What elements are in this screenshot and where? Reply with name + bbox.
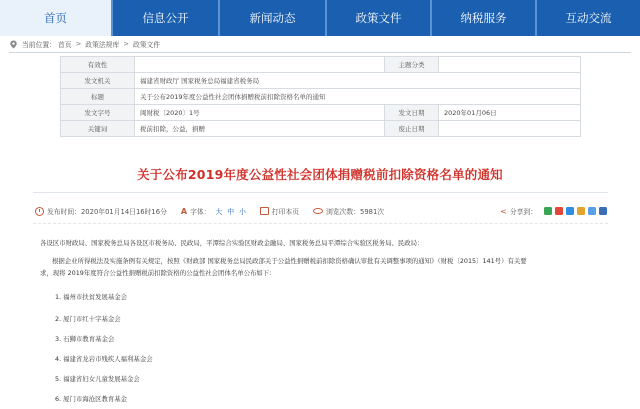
qq-share-icon[interactable] <box>588 207 596 215</box>
nav-news[interactable]: 新闻动态 <box>218 0 325 36</box>
issuer-label: 发文机关 <box>61 73 135 89</box>
breadcrumb-home[interactable]: 首页 <box>57 41 72 49</box>
list-item: 4. 福建省龙岩市残疾人福利基金会 <box>55 355 153 363</box>
breadcrumb-prefix: 当前位置： <box>22 41 56 49</box>
topic-label: 主题分类 <box>385 57 439 73</box>
issuer-value: 福建省财政厅 国家税务总局福建省税务局 <box>135 73 581 89</box>
docno-value: 闽财税〔2020〕1号 <box>135 105 385 121</box>
info-row <box>61 57 581 73</box>
validity-label: 有效性 <box>61 57 135 73</box>
date-label: 发文日期 <box>385 105 439 121</box>
print-group[interactable] <box>260 206 299 216</box>
douban-share-icon[interactable] <box>577 207 585 215</box>
breadcrumb-policy-docs[interactable]: 政策文件 <box>132 41 161 49</box>
list-item: 5. 福建省妇女儿童发展基金会 <box>55 375 140 383</box>
share-label: 分享到： <box>509 208 537 216</box>
font-size-label: 字体： <box>190 208 211 216</box>
recipients-line: 各设区市财政局、国家税务总局各设区市税务局、民政局，平潭综合实验区财政金融局、国家税务总局平潭综合实验区税务局、民政局： <box>40 239 424 247</box>
eye-icon <box>313 208 323 214</box>
nav-info-disclosure[interactable]: 信息公开 <box>111 0 218 36</box>
breadcrumb-divider <box>9 52 631 53</box>
list-item: 6. 厦门市海沧区教育基金 <box>55 395 128 403</box>
topic-value <box>439 57 581 73</box>
article-title: 关于公布2019年度公益性社会团体捐赠税前扣除资格名单的通知 <box>137 167 503 182</box>
breadcrumb-policy-library[interactable]: 政策法规库 <box>85 41 120 49</box>
share-icon: < <box>500 206 507 216</box>
body-paragraph-line-1: 根据企业所得税法及实施条例有关规定，按照《财政部 国家税务总局民政部关于公益性捐赠税前扣除资格确认审批有关调整事项的通知》（财税〔2015〕141号）有关要 <box>52 257 527 265</box>
info-row <box>61 89 581 105</box>
repeal-value <box>439 121 581 137</box>
nav-policy-docs[interactable]: 政策文件 <box>325 0 430 36</box>
list-item: 3. 石狮市教育基金会 <box>55 335 115 343</box>
title-divider <box>33 192 608 193</box>
top-nav <box>0 0 640 36</box>
title-value: 关于公布2019年度公益性社会团体捐赠税前扣除资格名单的通知 <box>135 89 581 105</box>
repeal-label: 废止日期 <box>385 121 439 137</box>
qzone-share-icon[interactable] <box>566 207 574 215</box>
body-paragraph-line-2: 求，现将 2019年度符合公益性捐赠税前扣除资格的公益性社会团体名单公布如下： <box>40 269 276 277</box>
list-item: 1. 福州市扶贫发展基金会 <box>55 293 128 301</box>
breadcrumb-separator: > <box>75 40 82 48</box>
meta-divider <box>33 223 608 224</box>
publish-time-group <box>35 206 167 216</box>
renren-share-icon[interactable] <box>599 207 607 215</box>
list-item: 2. 厦门市红十字基金会 <box>55 315 121 323</box>
date-value: 2020年01月06日 <box>439 105 581 121</box>
font-size-group <box>181 206 246 216</box>
font-size-small[interactable]: 小 <box>239 208 246 216</box>
location-icon <box>9 40 18 49</box>
weibo-share-icon[interactable] <box>555 207 563 215</box>
breadcrumb <box>9 39 160 49</box>
breadcrumb-separator: > <box>123 40 129 48</box>
font-size-medium[interactable]: 中 <box>227 208 235 216</box>
wechat-share-icon[interactable] <box>544 207 552 215</box>
article-meta-bar <box>35 205 607 217</box>
docno-label: 发文字号 <box>61 105 135 121</box>
nav-tax-service[interactable]: 纳税服务 <box>430 0 535 36</box>
view-count: 浏览次数：5981次 <box>326 208 385 216</box>
info-row <box>61 121 581 137</box>
keywords-value: 税前扣除，公益，捐赠 <box>135 121 385 137</box>
share-group <box>500 206 607 216</box>
nav-interaction[interactable]: 互动交流 <box>535 0 640 36</box>
title-label: 标题 <box>61 89 135 105</box>
info-row <box>61 105 581 121</box>
info-row <box>61 73 581 89</box>
publish-time: 发布时间：2020年01月14日16时16分 <box>47 208 167 216</box>
document-info-table <box>60 56 581 137</box>
nav-home[interactable]: 首页 <box>0 0 111 36</box>
share-buttons <box>544 207 607 215</box>
validity-value <box>135 57 385 73</box>
views-group <box>313 206 384 216</box>
clock-icon <box>35 207 44 216</box>
print-page-link[interactable]: 打印本页 <box>271 208 300 216</box>
print-icon <box>260 207 269 215</box>
keywords-label: 关键词 <box>61 121 135 137</box>
font-size-large[interactable]: 大 <box>215 208 223 216</box>
font-icon: A <box>180 206 188 216</box>
